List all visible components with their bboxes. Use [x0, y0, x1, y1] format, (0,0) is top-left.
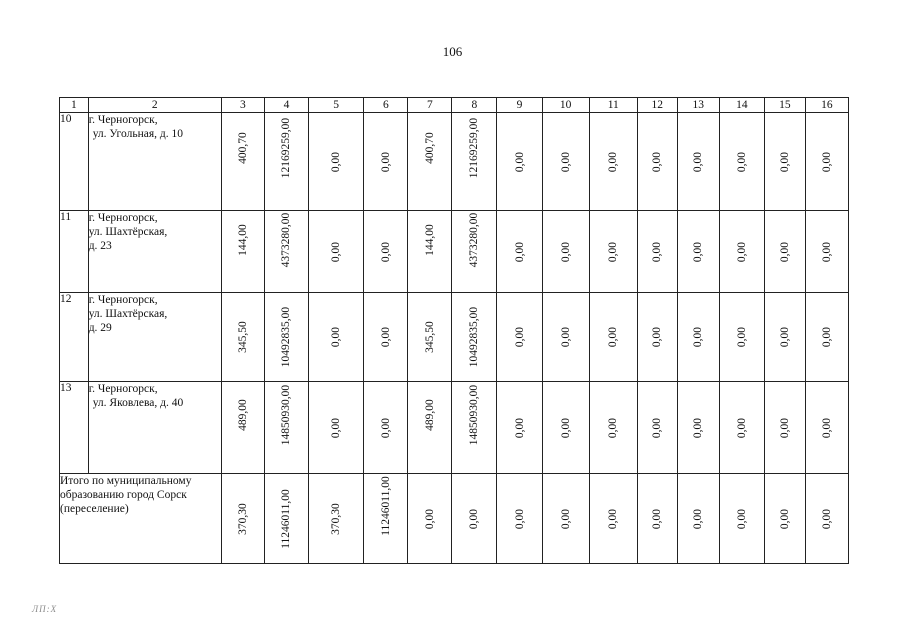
value: 0,00: [513, 508, 526, 529]
address-line: д. 29: [88, 322, 112, 334]
value: 144,00: [423, 224, 436, 256]
value-cell: [264, 382, 308, 474]
value-cell: [542, 211, 589, 293]
address-cell: [88, 211, 221, 293]
column-header: 15: [764, 98, 805, 113]
value: 0,00: [330, 241, 343, 262]
value: 0,00: [692, 417, 705, 438]
value: 0,00: [735, 417, 748, 438]
value: 0,00: [559, 326, 572, 348]
value: 4373280,00: [468, 212, 481, 268]
value-cell: [308, 293, 363, 382]
value-cell: [221, 382, 264, 474]
value-cell: [805, 293, 848, 382]
column-header: 3: [221, 98, 264, 113]
value-cell: [589, 113, 637, 211]
value-cell: [719, 211, 764, 293]
total-label: [60, 474, 222, 564]
value-cell: [264, 293, 308, 382]
value-cell: [452, 382, 497, 474]
value-cell: [497, 211, 542, 293]
value: 400,70: [236, 132, 249, 164]
value: 4373280,00: [280, 212, 293, 268]
value: 144,00: [236, 224, 249, 256]
value-cell: [264, 113, 308, 211]
value: 0,00: [513, 326, 526, 348]
value-cell: [719, 382, 764, 474]
value-cell: [677, 474, 719, 564]
value: 0,00: [559, 508, 572, 529]
value: 12169259,00: [280, 117, 293, 179]
table-row: [60, 113, 849, 211]
value-cell: [764, 474, 805, 564]
value-cell: [637, 474, 677, 564]
value-cell: [452, 293, 497, 382]
value-cell: [719, 113, 764, 211]
column-header: 4: [264, 98, 308, 113]
value-cell: [637, 382, 677, 474]
column-header: 5: [308, 98, 363, 113]
value: 0,00: [513, 151, 526, 172]
row-number: 12: [60, 293, 89, 382]
value: 0,00: [651, 417, 664, 438]
value-cell: [364, 211, 408, 293]
address-line: ул. Угольная, д. 10: [92, 128, 183, 140]
column-header: 7: [408, 98, 452, 113]
value: 0,00: [607, 151, 620, 172]
value: 0,00: [651, 151, 664, 172]
value: 0,00: [607, 326, 620, 348]
column-header: 14: [719, 98, 764, 113]
value-cell: [364, 113, 408, 211]
value: 370,30: [236, 502, 249, 535]
value: 0,00: [468, 508, 481, 529]
value-cell: [637, 211, 677, 293]
resettlement-table: [59, 97, 849, 564]
value-cell: [452, 474, 497, 564]
value-cell: [497, 113, 542, 211]
value-cell: [677, 293, 719, 382]
value-cell: [805, 382, 848, 474]
address-line: г. Черногорск,: [88, 114, 158, 126]
value: 0,00: [330, 151, 343, 172]
value: 370,30: [330, 502, 343, 535]
column-header: 11: [589, 98, 637, 113]
value-cell: [589, 474, 637, 564]
value: 0,00: [330, 417, 343, 438]
value-cell: [308, 211, 363, 293]
value-cell: [408, 113, 452, 211]
value: 0,00: [735, 151, 748, 172]
value-cell: [264, 211, 308, 293]
column-header: 9: [497, 98, 542, 113]
value: 0,00: [820, 326, 833, 348]
value-cell: [308, 382, 363, 474]
value: 11246011,00: [280, 488, 293, 549]
value: 0,00: [330, 326, 343, 348]
value: 400,70: [423, 132, 436, 164]
value-cell: [542, 293, 589, 382]
value-cell: [637, 113, 677, 211]
value-cell: [364, 382, 408, 474]
value-cell: [589, 382, 637, 474]
value: 0,00: [607, 241, 620, 262]
value-cell: [805, 113, 848, 211]
value: 0,00: [692, 151, 705, 172]
value: 0,00: [778, 417, 791, 438]
total-label-line: Итого по муниципальному: [60, 475, 192, 487]
value-cell: [719, 474, 764, 564]
value-cell: [452, 113, 497, 211]
value: 0,00: [778, 241, 791, 262]
row-number: 11: [60, 211, 89, 293]
value: 0,00: [559, 151, 572, 172]
value: 0,00: [778, 508, 791, 529]
value-cell: [264, 474, 308, 564]
total-row: [60, 474, 849, 564]
value: 0,00: [735, 326, 748, 348]
value: 0,00: [379, 326, 392, 348]
value-cell: [764, 382, 805, 474]
value: 0,00: [379, 151, 392, 172]
value: 0,00: [778, 326, 791, 348]
document-stamp: ЛП:Х: [32, 604, 58, 614]
column-number-row: [60, 98, 849, 113]
value: 345,50: [423, 321, 436, 353]
value-cell: [497, 474, 542, 564]
address-line: ул. Шахтёрская,: [88, 308, 168, 320]
address-line: г. Черногорск,: [88, 383, 158, 395]
table-row: [60, 293, 849, 382]
column-header: 2: [88, 98, 221, 113]
value-cell: [805, 211, 848, 293]
address-cell: [88, 293, 221, 382]
address-line: г. Черногорск,: [88, 212, 158, 224]
address-line: ул. Яковлева, д. 40: [92, 397, 184, 409]
value-cell: [764, 211, 805, 293]
value: 0,00: [820, 417, 833, 438]
column-header: 1: [60, 98, 89, 113]
value: 0,00: [820, 151, 833, 172]
column-header: 10: [542, 98, 589, 113]
value: 489,00: [423, 398, 436, 431]
value-cell: [408, 211, 452, 293]
value: 11246011,00: [379, 476, 392, 536]
value: 0,00: [692, 241, 705, 262]
value: 0,00: [559, 417, 572, 438]
table-row: [60, 382, 849, 474]
column-header: 16: [805, 98, 848, 113]
value: 0,00: [423, 508, 436, 529]
total-label-line: (переселение): [60, 503, 129, 515]
value-cell: [677, 382, 719, 474]
value-cell: [805, 474, 848, 564]
value-cell: [764, 293, 805, 382]
total-label-line: образованию город Сорск: [60, 489, 187, 501]
value: 0,00: [820, 241, 833, 262]
value-cell: [364, 293, 408, 382]
value: 12169259,00: [468, 117, 481, 179]
address-line: г. Черногорск,: [88, 294, 158, 306]
column-header: 6: [364, 98, 408, 113]
value-cell: [452, 211, 497, 293]
value: 0,00: [607, 508, 620, 529]
value-cell: [221, 474, 264, 564]
value-cell: [677, 211, 719, 293]
value-cell: [408, 474, 452, 564]
value-cell: [497, 382, 542, 474]
value: 0,00: [820, 508, 833, 529]
row-number: 13: [60, 382, 89, 474]
row-number: 10: [60, 113, 89, 211]
column-header: 12: [637, 98, 677, 113]
value: 14850930,00: [280, 384, 293, 445]
value: 0,00: [692, 326, 705, 348]
value: 489,00: [236, 398, 249, 431]
value: 10492835,00: [468, 306, 481, 368]
value: 0,00: [379, 241, 392, 262]
value-cell: [408, 382, 452, 474]
page-number: 106: [442, 44, 463, 59]
column-header: 13: [677, 98, 719, 113]
value-cell: [221, 113, 264, 211]
value-cell: [542, 113, 589, 211]
value: 0,00: [778, 151, 791, 172]
column-header: 8: [452, 98, 497, 113]
value-cell: [497, 293, 542, 382]
value: 0,00: [735, 508, 748, 529]
value-cell: [221, 293, 264, 382]
table-row: [60, 211, 849, 293]
value: 0,00: [692, 508, 705, 529]
value-cell: [764, 113, 805, 211]
value: 0,00: [513, 417, 526, 438]
address-line: ул. Шахтёрская,: [88, 226, 168, 238]
value: 0,00: [651, 326, 664, 348]
value-cell: [589, 293, 637, 382]
value-cell: [364, 474, 408, 564]
value-cell: [408, 293, 452, 382]
value: 0,00: [607, 417, 620, 438]
address-line: д. 23: [88, 240, 112, 252]
value-cell: [677, 113, 719, 211]
value-cell: [637, 293, 677, 382]
value: 0,00: [651, 508, 664, 529]
value-cell: [542, 382, 589, 474]
value-cell: [719, 293, 764, 382]
value: 0,00: [559, 241, 572, 262]
address-cell: [88, 113, 221, 211]
value-cell: [221, 211, 264, 293]
value: 0,00: [513, 241, 526, 262]
value: 0,00: [379, 417, 392, 438]
value-cell: [589, 211, 637, 293]
value-cell: [542, 474, 589, 564]
value: 0,00: [651, 241, 664, 262]
value-cell: [308, 474, 363, 564]
address-cell: [88, 382, 221, 474]
value: 14850930,00: [468, 384, 481, 445]
value: 10492835,00: [280, 306, 293, 368]
value: 0,00: [735, 241, 748, 262]
value: 345,50: [236, 321, 249, 353]
value-cell: [308, 113, 363, 211]
